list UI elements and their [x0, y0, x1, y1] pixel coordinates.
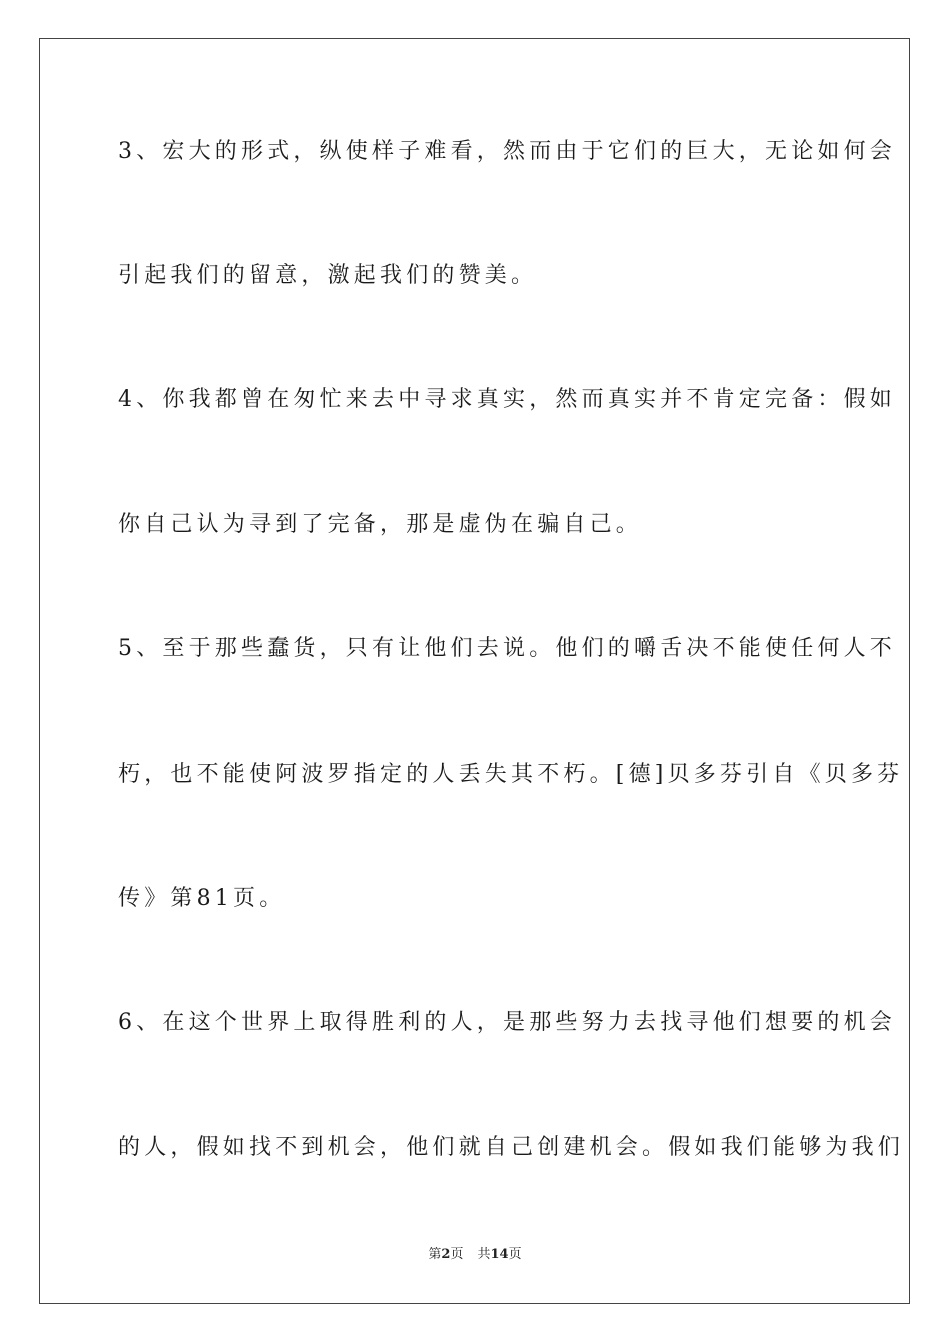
- text-line: 引起我们的留意，激起我们的赞美。: [118, 263, 538, 288]
- total-prefix: 共: [477, 1247, 491, 1262]
- text-line: 4、你我都曾在匆忙来去中寻求真实，然而真实并不肯定完备：假如: [118, 387, 896, 412]
- text-line: 朽，也不能使阿波罗指定的人丢失其不朽。[德]贝多芬引自《贝多芬: [118, 762, 904, 787]
- text-line: 3、宏大的形式，纵使样子难看，然而由于它们的巨大，无论如何会: [118, 139, 896, 164]
- total-pages: 14: [490, 1247, 509, 1262]
- total-suffix: 页: [508, 1247, 522, 1262]
- page-number: 2: [441, 1247, 451, 1262]
- page-suffix: 页: [450, 1247, 464, 1262]
- text-line: 5、至于那些蠢货，只有让他们去说。他们的嚼舌决不能使任何人不: [118, 636, 896, 661]
- page-border: [39, 38, 910, 1304]
- text-line: 你自己认为寻到了完备，那是虚伪在骗自己。: [118, 512, 643, 537]
- text-line: 传》第81页。: [118, 886, 286, 911]
- text-line: 的人，假如找不到机会，他们就自己创建机会。假如我们能够为我们: [118, 1135, 905, 1160]
- page-prefix: 第: [428, 1247, 442, 1262]
- page-footer: [0, 1247, 950, 1263]
- text-line: 6、在这个世界上取得胜利的人，是那些努力去找寻他们想要的机会: [118, 1010, 896, 1035]
